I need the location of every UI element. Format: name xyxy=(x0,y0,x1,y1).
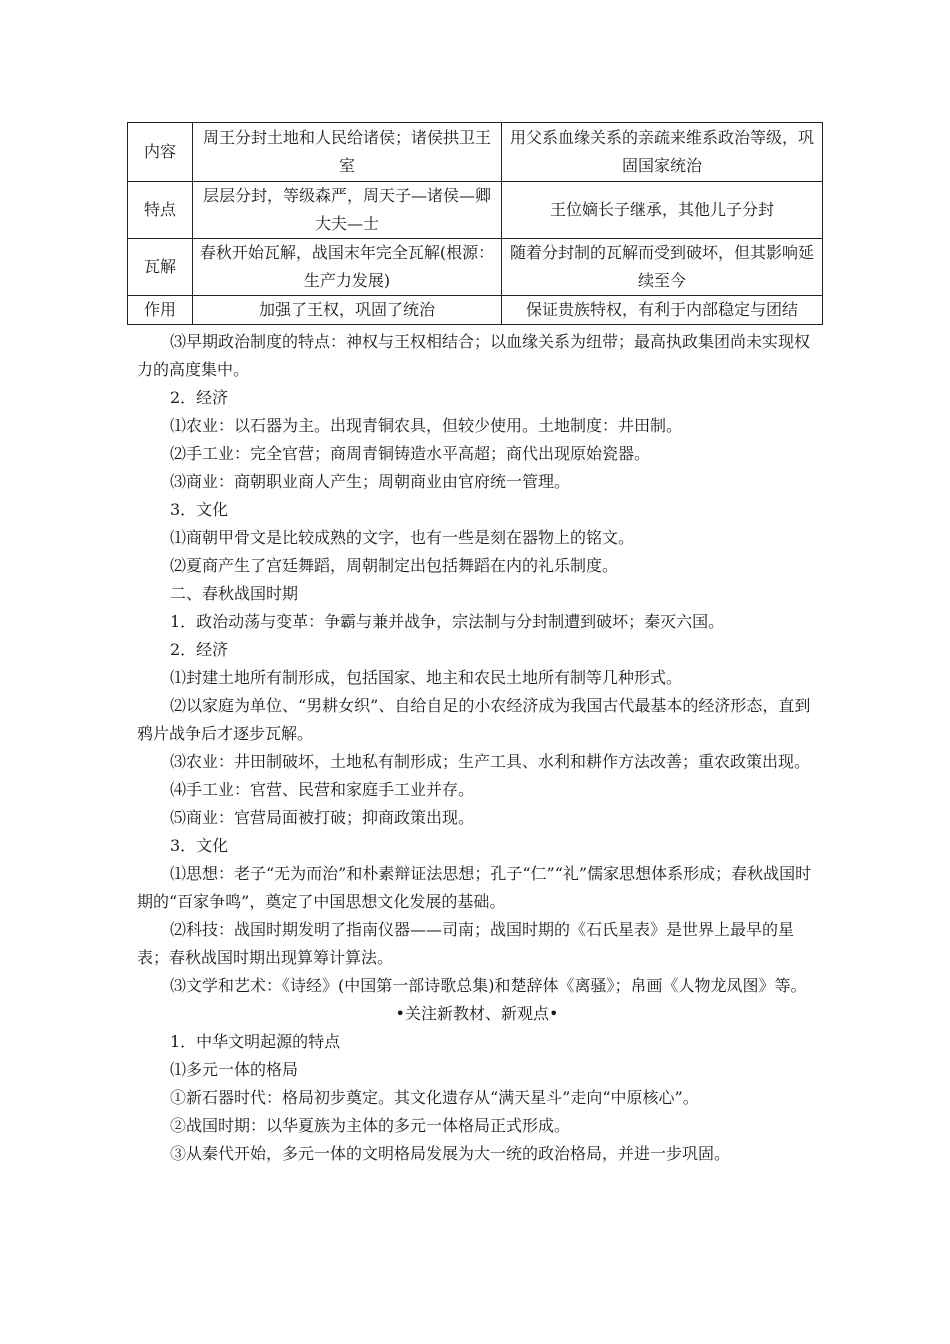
table-cell: 随着分封制的瓦解而受到破坏，但其影响延续至今 xyxy=(502,239,823,296)
row-header: 内容 xyxy=(128,123,193,182)
table-cell: 春秋开始瓦解，战国末年完全瓦解(根源：生产力发展) xyxy=(193,239,502,296)
paragraph: ⑴封建土地所有制形成，包括国家、地主和农民土地所有制等几种形式。 xyxy=(170,668,683,687)
paragraph: ①新石器时代：格局初步奠定。其文化遗存从“满天星斗”走向“中原核心”。 xyxy=(170,1088,699,1107)
paragraph: ⑶商业：商朝职业商人产生；周朝商业由官府统一管理。 xyxy=(170,472,571,491)
paragraph: ⑵科技：战国时期发明了指南仪器——司南；战国时期的《石氏星表》是世界上最早的星表；春秋战国时期出现算筹计算法。 xyxy=(137,920,795,967)
paragraph: ⑶文学和艺术：《诗经》(中国第一部诗歌总集)和楚辞体《离骚》；帛画《人物龙凤图》等。 xyxy=(170,976,807,995)
table-cell: 用父系血缘关系的亲疏来维系政治等级，巩固国家统治 xyxy=(502,123,823,182)
paragraph: ⑸商业：官营局面被打破；抑商政策出现。 xyxy=(170,808,475,827)
table-cell: 王位嫡长子继承，其他儿子分封 xyxy=(502,182,823,239)
paragraph: ⑷手工业：官营、民营和家庭手工业并存。 xyxy=(170,780,475,799)
table-row xyxy=(128,182,823,239)
row-header: 特点 xyxy=(128,182,193,239)
table-row xyxy=(128,296,823,325)
paragraph: ⑴多元一体的格局 xyxy=(170,1060,299,1079)
paragraph: ⑶早期政治制度的特点：神权与王权相结合；以血缘关系为纽带；最高执政集团尚未实现权力的高度集中。 xyxy=(137,332,811,379)
body-text xyxy=(137,328,817,1168)
row-header: 作用 xyxy=(128,296,193,325)
row-header: 瓦解 xyxy=(128,239,193,296)
section-heading: 1．中华文明起源的特点 xyxy=(170,1032,341,1051)
section-heading: 二、春秋战国时期 xyxy=(170,584,299,603)
paragraph: ⑵夏商产生了宫廷舞蹈，周朝制定出包括舞蹈在内的礼乐制度。 xyxy=(170,556,619,575)
section-heading: 2．经济 xyxy=(170,388,229,407)
paragraph: ⑴农业：以石器为主。出现青铜农具，但较少使用。土地制度：井田制。 xyxy=(170,416,683,435)
section-banner: •关注新教材、新观点• xyxy=(395,1004,559,1023)
paragraph: ⑴思想：老子“无为而治”和朴素辩证法思想；孔子“仁”“礼”儒家思想体系形成；春秋战国时期的“百家争鸣”，奠定了中国思想文化发展的基础。 xyxy=(137,864,812,911)
table-cell: 加强了王权，巩固了统治 xyxy=(193,296,502,325)
paragraph: ⑴商朝甲骨文是比较成熟的文字，也有一些是刻在器物上的铭文。 xyxy=(170,528,635,547)
table-row xyxy=(128,123,823,182)
table-row xyxy=(128,239,823,296)
paragraph: ⑵以家庭为单位、“男耕女织”、自给自足的小农经济成为我国古代最基本的经济形态，直到鸦片战争后才逐步瓦解。 xyxy=(137,696,811,743)
table-cell: 层层分封，等级森严，周天子—诸侯—卿大夫—士 xyxy=(193,182,502,239)
section-heading: 2．经济 xyxy=(170,640,229,659)
section-heading: 3．文化 xyxy=(170,500,229,519)
comparison-table xyxy=(127,122,823,325)
paragraph: ②战国时期：以华夏族为主体的多元一体格局正式形成。 xyxy=(170,1116,571,1135)
table-cell: 周王分封土地和人民给诸侯；诸侯拱卫王室 xyxy=(193,123,502,182)
paragraph: 1．政治动荡与变革：争霸与兼并战争，宗法制与分封制遭到破坏；秦灭六国。 xyxy=(170,612,725,631)
paragraph: ⑵手工业：完全官营；商周青铜铸造水平高超；商代出现原始瓷器。 xyxy=(170,444,651,463)
paragraph: ③从秦代开始，多元一体的文明格局发展为大一统的政治格局，并进一步巩固。 xyxy=(170,1144,731,1163)
table-cell: 保证贵族特权，有利于内部稳定与团结 xyxy=(502,296,823,325)
paragraph: ⑶农业：井田制破坏，土地私有制形成；生产工具、水利和耕作方法改善；重农政策出现。 xyxy=(170,752,811,771)
section-heading: 3．文化 xyxy=(170,836,229,855)
